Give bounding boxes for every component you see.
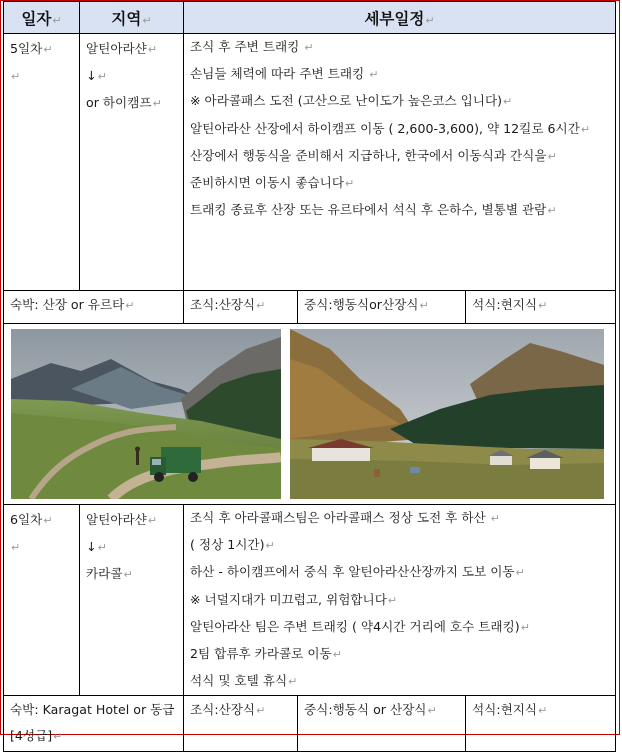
- day5-lunch: 중식:행동식or산장식↵: [298, 291, 466, 324]
- valley-truck-photo: [11, 329, 281, 499]
- schedule-line: ※ 너덜지대가 미끄럽고, 위험합니다↵: [190, 591, 398, 607]
- photo-cell: [4, 324, 616, 505]
- day6-dinner: 석식:현지식↵: [466, 696, 616, 752]
- schedule-line: 조식 후 아라콜패스팀은 아라콜패스 정상 도전 후 하산 ↵: [190, 510, 500, 525]
- header-row: [4, 2, 616, 34]
- itinerary-table: [3, 1, 616, 752]
- day5-lodging: 숙박: 산장 or 유르타↵: [4, 291, 184, 324]
- day6-schedule: [184, 505, 616, 696]
- schedule-line: ※ 아라콜패스 도전 (고산으로 난이도가 높은코스 입니다)↵: [190, 93, 513, 109]
- day6-region: 알틴아라샨↵ ↓↵ 카라콜↵: [80, 505, 184, 696]
- day5-row: [4, 34, 616, 291]
- day6-row: [4, 505, 616, 696]
- schedule-line: 알틴아라산 팀은 주변 트래킹 ( 약4시간 거리에 호수 트래킹)↵: [190, 618, 530, 634]
- day5-dinner: 석식:현지식↵: [466, 291, 616, 324]
- schedule-line: ( 정상 1시간)↵: [190, 537, 275, 553]
- schedule-line: 조식 후 주변 트래킹 ↵: [190, 39, 314, 54]
- header-region: 지역↵: [80, 2, 184, 34]
- photo-row: [4, 324, 616, 505]
- day5-meals-row: [4, 291, 616, 324]
- schedule-line: 알틴아라산 산장에서 하이캠프 이동 ( 2,600-3,600), 약 12킬로 6시간↵: [190, 120, 591, 136]
- header-day: 일자↵: [4, 2, 80, 34]
- day6-meals-row: [4, 696, 616, 752]
- schedule-line: 석식 및 호텔 휴식↵: [190, 673, 298, 689]
- day5-schedule: [184, 34, 616, 291]
- schedule-line: 2팀 합류후 카라콜로 이동↵: [190, 646, 342, 662]
- schedule-line: 손님들 체력에 따라 주변 트래킹 ↵: [190, 66, 379, 82]
- schedule-line: 하산 - 하이캠프에서 중식 후 알틴아라산산장까지 도보 이동↵: [190, 564, 525, 580]
- day6-breakfast: 조식:산장식↵: [184, 696, 298, 752]
- day5-day: 5일차↵ ↵: [4, 34, 80, 291]
- day5-breakfast: 조식:산장식↵: [184, 291, 298, 324]
- day6-day: 6일차↵ ↵: [4, 505, 80, 696]
- mountain-lodge-photo: [290, 329, 604, 499]
- day6-lodging: 숙박: Karagat Hotel or 동급 [4성급]↵: [4, 696, 184, 752]
- schedule-line: 산장에서 행동식을 준비해서 지급하나, 한국에서 이동식과 간식을↵: [190, 147, 557, 163]
- day6-lunch: 중식:행동식 or 산장식↵: [298, 696, 466, 752]
- header-detail: 세부일정↵: [184, 2, 616, 34]
- schedule-line: 준비하시면 이동시 좋습니다↵: [190, 175, 355, 191]
- schedule-line: 트래킹 종료후 산장 또는 유르타에서 석식 후 은하수, 별통별 관람↵: [190, 202, 557, 218]
- day5-region: 알틴아라샨↵ ↓↵ or 하이캠프↵: [80, 34, 184, 291]
